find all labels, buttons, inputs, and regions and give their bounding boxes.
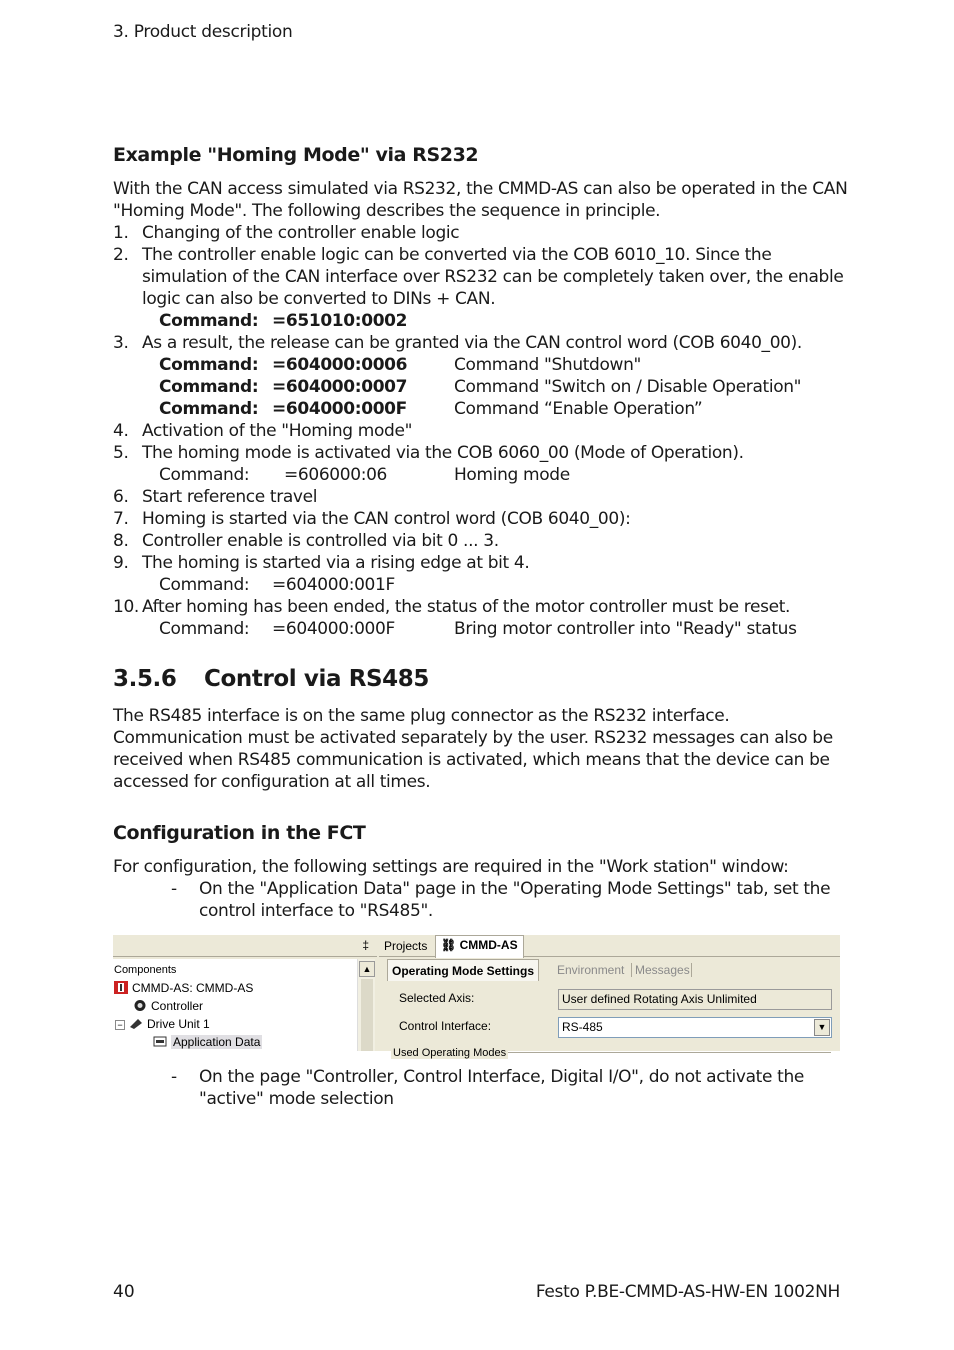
list-item xyxy=(113,244,853,310)
command-line xyxy=(113,310,853,332)
tab-bar xyxy=(379,935,840,957)
panel-titlebar xyxy=(113,935,377,957)
example-heading: Example "Homing Mode" via RS232 xyxy=(113,144,479,166)
group-label: Used Operating Modes xyxy=(393,1047,507,1059)
list-text: Controller enable is controlled via bit 0 ... 3. xyxy=(142,531,499,551)
list-number: 5. xyxy=(113,443,129,463)
command-value: =606000:06 xyxy=(284,465,387,485)
subtab-operating-mode[interactable]: Operating Mode Settings xyxy=(387,959,539,981)
example-intro: With the CAN access simulated via RS232, the CMMD-AS can also be operated in the CAN "Homing Mode". The following describes the sequence in principle. xyxy=(113,179,848,221)
list-text: Activation of the "Homing mode" xyxy=(142,421,413,441)
tree-title: Components xyxy=(114,964,177,976)
tree-label: Drive Unit 1 xyxy=(147,1017,210,1031)
section-paragraph: The RS485 interface is on the same plug connector as the RS232 interface. Communication must be activated separately by the user. RS232 messages can also be received when RS485 communication is activated, which means that the device can be accessed for configuration at all times. xyxy=(113,706,833,792)
config-heading: Configuration in the FCT xyxy=(113,822,366,844)
select-value: RS-485 xyxy=(562,1020,603,1034)
command-line xyxy=(113,618,853,640)
section-title: Control via RS485 xyxy=(204,666,429,692)
running-header: 3. Product description xyxy=(113,22,293,42)
config-body xyxy=(113,856,853,922)
section-heading xyxy=(113,666,429,692)
example-body xyxy=(113,178,853,640)
command-value: =604000:000F xyxy=(272,399,407,419)
config-body-2 xyxy=(113,1066,853,1110)
list-number: 7. xyxy=(113,509,129,529)
command-desc: Bring motor controller into "Ready" status xyxy=(454,619,797,639)
list-number: 9. xyxy=(113,553,129,573)
list-number: 6. xyxy=(113,487,129,507)
list-item xyxy=(113,486,853,508)
separator xyxy=(691,963,692,980)
command-label: Command: xyxy=(159,619,250,639)
command-label: Command: xyxy=(159,465,250,485)
components-panel xyxy=(113,935,377,1051)
list-number: 1. xyxy=(113,223,129,243)
selected-axis-label: Selected Axis: xyxy=(399,991,475,1005)
list-text: On the "Application Data" page in the "Operating Mode Settings" tab, set the control interface to "RS485". xyxy=(199,879,831,921)
list-text: On the page "Controller, Control Interface, Digital I/O", do not activate the "active" mode selection xyxy=(199,1067,804,1109)
config-intro: For configuration, the following settings are required in the "Work station" window: xyxy=(113,857,789,877)
command-value: =604000:000F xyxy=(272,619,395,639)
list-number: 8. xyxy=(113,531,129,551)
subtab-messages[interactable]: Messages xyxy=(635,963,690,977)
tree-label: Application Data xyxy=(173,1035,261,1049)
tab-label: CMMD-AS xyxy=(459,938,518,952)
separator xyxy=(631,963,632,980)
command-line xyxy=(113,574,853,596)
control-interface-label: Control Interface: xyxy=(399,1019,492,1033)
controller-icon xyxy=(133,999,147,1012)
link-icon: ⛓ xyxy=(441,938,457,952)
document-id: Festo P.BE-CMMD-AS-HW-EN 1002NH xyxy=(535,1282,840,1302)
dash-marker: - xyxy=(171,879,177,899)
command-value: =651010:0002 xyxy=(272,311,408,331)
command-label: Command: xyxy=(159,377,259,397)
command-value: =604000:0006 xyxy=(272,355,408,375)
list-number: 10. xyxy=(113,597,139,617)
command-desc: Command “Enable Operation” xyxy=(454,399,703,419)
pin-icon[interactable]: ‡ xyxy=(362,938,369,952)
page-number: 40 xyxy=(113,1282,135,1302)
command-line xyxy=(113,398,853,420)
dash-marker: - xyxy=(171,1067,177,1087)
list-number: 4. xyxy=(113,421,129,441)
list-text: Start reference travel xyxy=(142,487,318,507)
fct-screenshot xyxy=(113,935,840,1059)
list-text: After homing has been ended, the status of the motor controller must be reset. xyxy=(142,597,791,617)
workspace-panel xyxy=(379,935,840,1059)
tree-item-controller[interactable] xyxy=(133,998,203,1014)
scroll-track[interactable] xyxy=(361,979,373,1051)
subtab-environment[interactable]: Environment xyxy=(557,963,625,977)
command-desc: Homing mode xyxy=(454,465,570,485)
list-text: The controller enable logic can be converted via the COB 6010_10. Since the simulation of the CAN interface over RS232 can be completely taken over, the enable logic can also be converted to DINs + CAN. xyxy=(142,245,844,309)
list-item xyxy=(113,530,853,552)
list-text: The homing mode is activated via the COB 6060_00 (Mode of Operation). xyxy=(142,443,744,463)
tab-cmmd-as[interactable] xyxy=(435,935,524,958)
section-number: 3.5.6 xyxy=(113,666,177,692)
tree-scrollbar[interactable] xyxy=(357,959,375,1051)
command-label: Command: xyxy=(159,399,259,419)
tree-label: CMMD-AS: CMMD-AS xyxy=(132,981,254,995)
tab-projects[interactable]: Projects xyxy=(384,939,428,953)
control-interface-select[interactable] xyxy=(558,1017,832,1038)
list-number: 2. xyxy=(113,245,129,265)
list-item xyxy=(113,420,853,442)
dropdown-arrow-icon[interactable]: ▼ xyxy=(814,1019,830,1036)
list-item xyxy=(113,552,853,574)
list-number: 3. xyxy=(113,333,129,353)
drive-icon xyxy=(129,1017,143,1030)
scroll-up-icon[interactable]: ▲ xyxy=(359,961,375,977)
command-label: Command: xyxy=(159,311,259,331)
list-item xyxy=(113,878,853,922)
list-item xyxy=(113,442,853,464)
command-value: =604000:001F xyxy=(272,575,395,595)
command-label: Command: xyxy=(159,355,259,375)
list-text: Homing is started via the CAN control word (COB 6040_00): xyxy=(142,509,631,529)
device-icon xyxy=(114,981,128,994)
data-icon xyxy=(153,1035,167,1048)
list-item xyxy=(113,508,853,530)
component-tree xyxy=(113,959,357,1051)
tree-item-application-data[interactable] xyxy=(153,1034,262,1050)
command-value: =604000:0007 xyxy=(272,377,408,397)
command-line xyxy=(113,464,853,486)
selected-axis-field: User defined Rotating Axis Unlimited xyxy=(558,989,832,1010)
tree-label: Controller xyxy=(151,999,204,1013)
tree-item-drive[interactable] xyxy=(115,1016,210,1032)
tab-content xyxy=(381,959,840,1059)
command-desc: Command "Shutdown" xyxy=(454,355,641,375)
collapse-icon[interactable]: − xyxy=(115,1020,125,1030)
list-item xyxy=(113,222,853,244)
tree-item-root[interactable] xyxy=(114,980,253,996)
command-line xyxy=(113,376,853,398)
list-item xyxy=(113,596,853,618)
list-item xyxy=(113,1066,853,1110)
list-text: As a result, the release can be granted via the CAN control word (COB 6040_00). xyxy=(142,333,802,353)
list-item xyxy=(113,332,853,354)
command-label: Command: xyxy=(159,575,250,595)
list-text: Changing of the controller enable logic xyxy=(142,223,460,243)
command-desc: Command "Switch on / Disable Operation" xyxy=(454,377,802,397)
list-text: The homing is started via a rising edge at bit 4. xyxy=(142,553,530,573)
command-line xyxy=(113,354,853,376)
